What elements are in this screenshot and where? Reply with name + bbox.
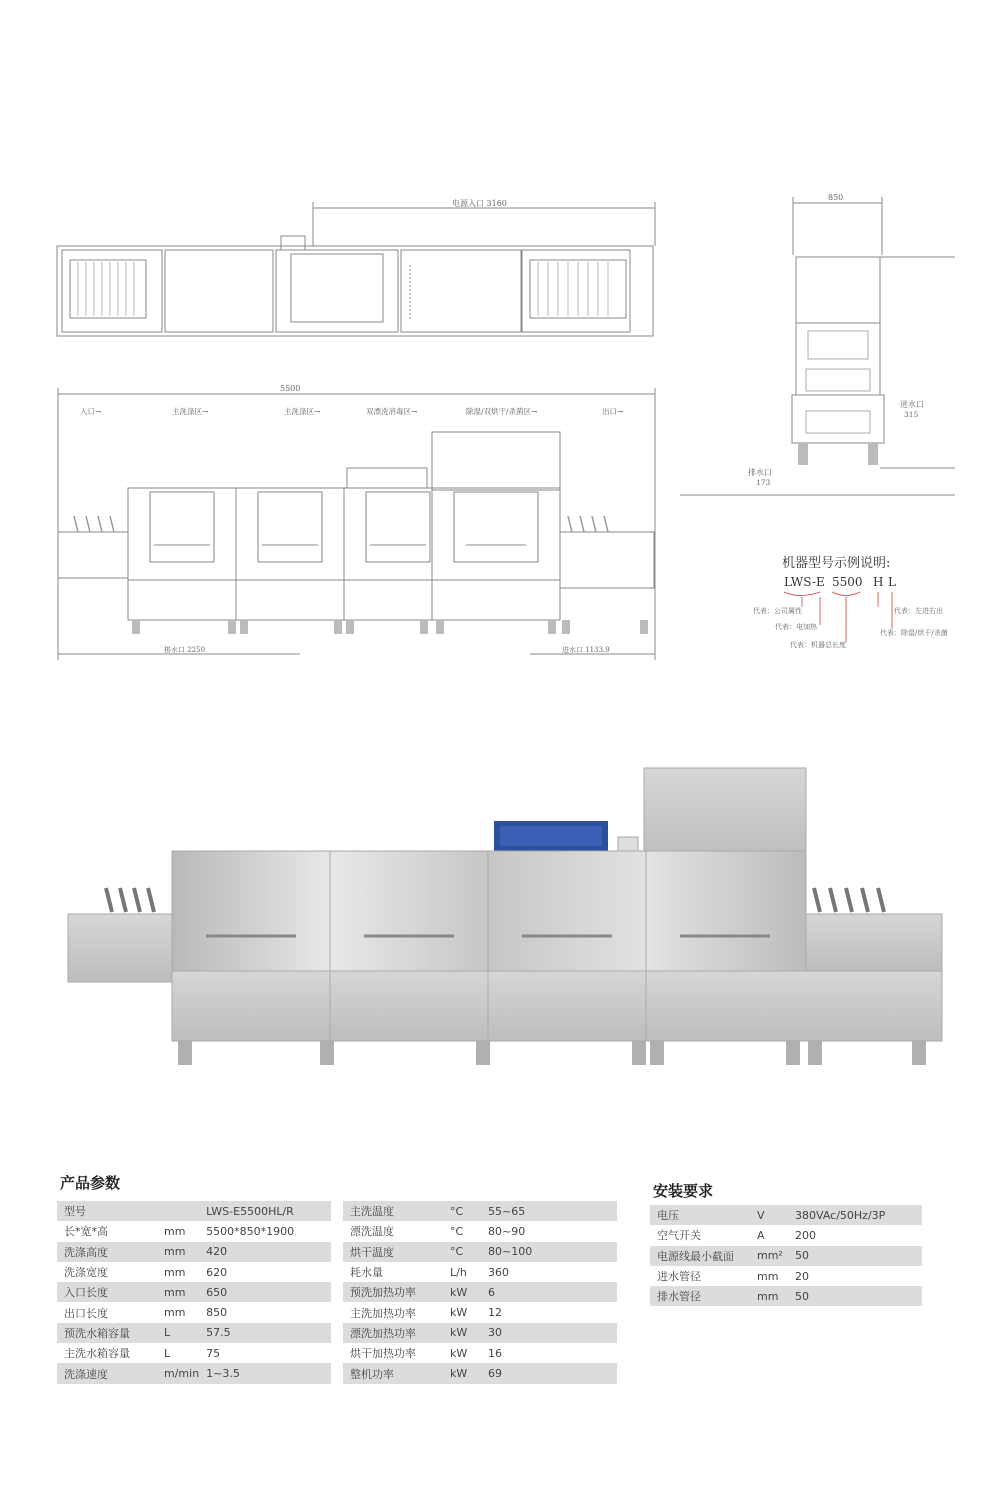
- param-name: 洗涤高度: [57, 1242, 157, 1262]
- param-name: 烘干温度: [343, 1242, 443, 1262]
- param-value: 1~3.5: [199, 1363, 331, 1383]
- model-code-part-4: L: [888, 575, 896, 589]
- param-name: 烘干加热功率: [343, 1343, 443, 1363]
- model-note-dry: 代表：除湿/烘干/杀菌: [880, 629, 948, 637]
- install-value: 200: [788, 1225, 922, 1245]
- install-value: 50: [788, 1246, 922, 1266]
- zone-label-dry: 除湿/双烘干/杀菌区→: [466, 407, 538, 416]
- zone-label-main-wash-2: 主洗涤区→: [284, 407, 321, 416]
- side-drain-value: 173: [756, 478, 771, 487]
- params-table-right: [343, 1201, 617, 1384]
- param-unit: mm: [157, 1242, 199, 1262]
- table-row: [650, 1205, 922, 1225]
- table-row: [343, 1221, 617, 1241]
- param-unit: mm: [157, 1282, 199, 1302]
- param-name: 整机功率: [343, 1363, 443, 1383]
- side-width-label: 850: [828, 193, 844, 202]
- install-name: 进水管径: [650, 1266, 750, 1286]
- param-name: 出口长度: [57, 1302, 157, 1322]
- param-name: 主洗加热功率: [343, 1302, 443, 1322]
- model-note-electric: 代表：电加热: [775, 623, 817, 631]
- table-row: [57, 1363, 331, 1383]
- install-unit: A: [750, 1225, 788, 1245]
- param-value: 6: [481, 1282, 617, 1302]
- param-value: 55~65: [481, 1201, 617, 1221]
- install-unit: mm: [750, 1266, 788, 1286]
- param-unit: kW: [443, 1302, 481, 1322]
- table-row: [343, 1363, 617, 1383]
- table-row: [650, 1246, 922, 1266]
- param-unit: °C: [443, 1201, 481, 1221]
- param-value: 69: [481, 1363, 617, 1383]
- table-row: [343, 1323, 617, 1343]
- param-value: 57.5: [199, 1323, 331, 1343]
- install-name: 电源线最小截面: [650, 1246, 750, 1266]
- table-row: [57, 1242, 331, 1262]
- install-name: 电压: [650, 1205, 750, 1225]
- param-unit: kW: [443, 1363, 481, 1383]
- front-view-drawing: [0, 380, 670, 670]
- table-row: [343, 1242, 617, 1262]
- zone-label-entrance: 入口→: [80, 407, 102, 416]
- param-unit: mm: [157, 1221, 199, 1241]
- inlet-dim-label: 进水口 1133.9: [562, 646, 610, 654]
- install-title: 安装要求: [653, 1182, 714, 1200]
- install-table: [650, 1205, 922, 1306]
- param-value: 80~90: [481, 1221, 617, 1241]
- param-unit: kW: [443, 1282, 481, 1302]
- param-unit: mm: [157, 1302, 199, 1322]
- param-unit: mm: [157, 1262, 199, 1282]
- table-row: [57, 1282, 331, 1302]
- table-row: [343, 1201, 617, 1221]
- param-name: 洗涤速度: [57, 1363, 157, 1383]
- param-name: 型号: [57, 1201, 157, 1221]
- top-view-drawing: [0, 190, 670, 350]
- side-inlet-label: 进水口: [900, 400, 924, 409]
- param-name: 预洗加热功率: [343, 1282, 443, 1302]
- install-value: 50: [788, 1286, 922, 1306]
- param-value: 80~100: [481, 1242, 617, 1262]
- table-row: [57, 1221, 331, 1241]
- param-name: 耗水量: [343, 1262, 443, 1282]
- model-note-company: 代表：公司属性: [753, 607, 802, 615]
- param-value: 12: [481, 1302, 617, 1322]
- model-code-part-2: 5500: [832, 575, 863, 589]
- table-row: [343, 1282, 617, 1302]
- table-row: [57, 1323, 331, 1343]
- table-row: [343, 1343, 617, 1363]
- zone-label-main-wash-1: 主洗涤区→: [172, 407, 209, 416]
- param-unit: [157, 1201, 199, 1221]
- model-code-part-1: LWS-E: [784, 575, 825, 589]
- drain-dim-label: 排水口 2250: [164, 646, 206, 654]
- param-value: 620: [199, 1262, 331, 1282]
- install-unit: mm: [750, 1286, 788, 1306]
- param-name: 漂洗温度: [343, 1221, 443, 1241]
- param-name: 主洗水箱容量: [57, 1343, 157, 1363]
- install-name: 空气开关: [650, 1225, 750, 1245]
- install-unit: V: [750, 1205, 788, 1225]
- table-row: [57, 1262, 331, 1282]
- param-value: 420: [199, 1242, 331, 1262]
- param-value: 650: [199, 1282, 331, 1302]
- table-row: [650, 1266, 922, 1286]
- param-value: 360: [481, 1262, 617, 1282]
- param-name: 漂洗加热功率: [343, 1323, 443, 1343]
- zone-label-exit: 出口→: [602, 407, 624, 416]
- table-row: [57, 1302, 331, 1322]
- param-name: 长*宽*高: [57, 1221, 157, 1241]
- table-row: [650, 1286, 922, 1306]
- param-unit: m/min: [157, 1363, 199, 1383]
- zone-label-rinse: 双漂洗消毒区→: [366, 407, 418, 416]
- param-name: 洗涤宽度: [57, 1262, 157, 1282]
- model-legend: [740, 545, 970, 655]
- table-row: [650, 1225, 922, 1245]
- param-value: 850: [199, 1302, 331, 1322]
- param-name: 主洗温度: [343, 1201, 443, 1221]
- param-value: 75: [199, 1343, 331, 1363]
- side-inlet-value: 315: [904, 410, 919, 419]
- table-row: [57, 1201, 331, 1221]
- top-dim-label: 电源入口 3160: [452, 199, 507, 208]
- param-unit: L: [157, 1343, 199, 1363]
- model-note-direction: 代表：左进右出: [894, 607, 943, 615]
- params-title: 产品参数: [60, 1174, 121, 1192]
- dishwasher-product-image: [60, 760, 950, 1100]
- table-row: [343, 1262, 617, 1282]
- install-value: 380VAc/50Hz/3P: [788, 1205, 922, 1225]
- install-unit: mm²: [750, 1246, 788, 1266]
- front-overall-label: 5500: [280, 384, 301, 393]
- param-value: 16: [481, 1343, 617, 1363]
- param-name: 预洗水箱容量: [57, 1323, 157, 1343]
- param-unit: L: [157, 1323, 199, 1343]
- table-row: [343, 1302, 617, 1322]
- table-row: [57, 1343, 331, 1363]
- side-view-drawing: [680, 185, 960, 500]
- param-value: 5500*850*1900: [199, 1221, 331, 1241]
- param-unit: °C: [443, 1242, 481, 1262]
- install-name: 排水管径: [650, 1286, 750, 1306]
- model-code-part-3: H: [873, 575, 884, 589]
- param-unit: kW: [443, 1343, 481, 1363]
- param-name: 入口长度: [57, 1282, 157, 1302]
- model-note-length: 代表：机器总长度: [790, 641, 846, 649]
- model-legend-title: 机器型号示例说明:: [782, 556, 891, 571]
- install-value: 20: [788, 1266, 922, 1286]
- param-value: 30: [481, 1323, 617, 1343]
- param-unit: L/h: [443, 1262, 481, 1282]
- side-drain-label: 排水口: [748, 468, 772, 477]
- params-table-left: [57, 1201, 331, 1384]
- param-unit: °C: [443, 1221, 481, 1241]
- param-value: LWS-E5500HL/R: [199, 1201, 331, 1221]
- param-unit: kW: [443, 1323, 481, 1343]
